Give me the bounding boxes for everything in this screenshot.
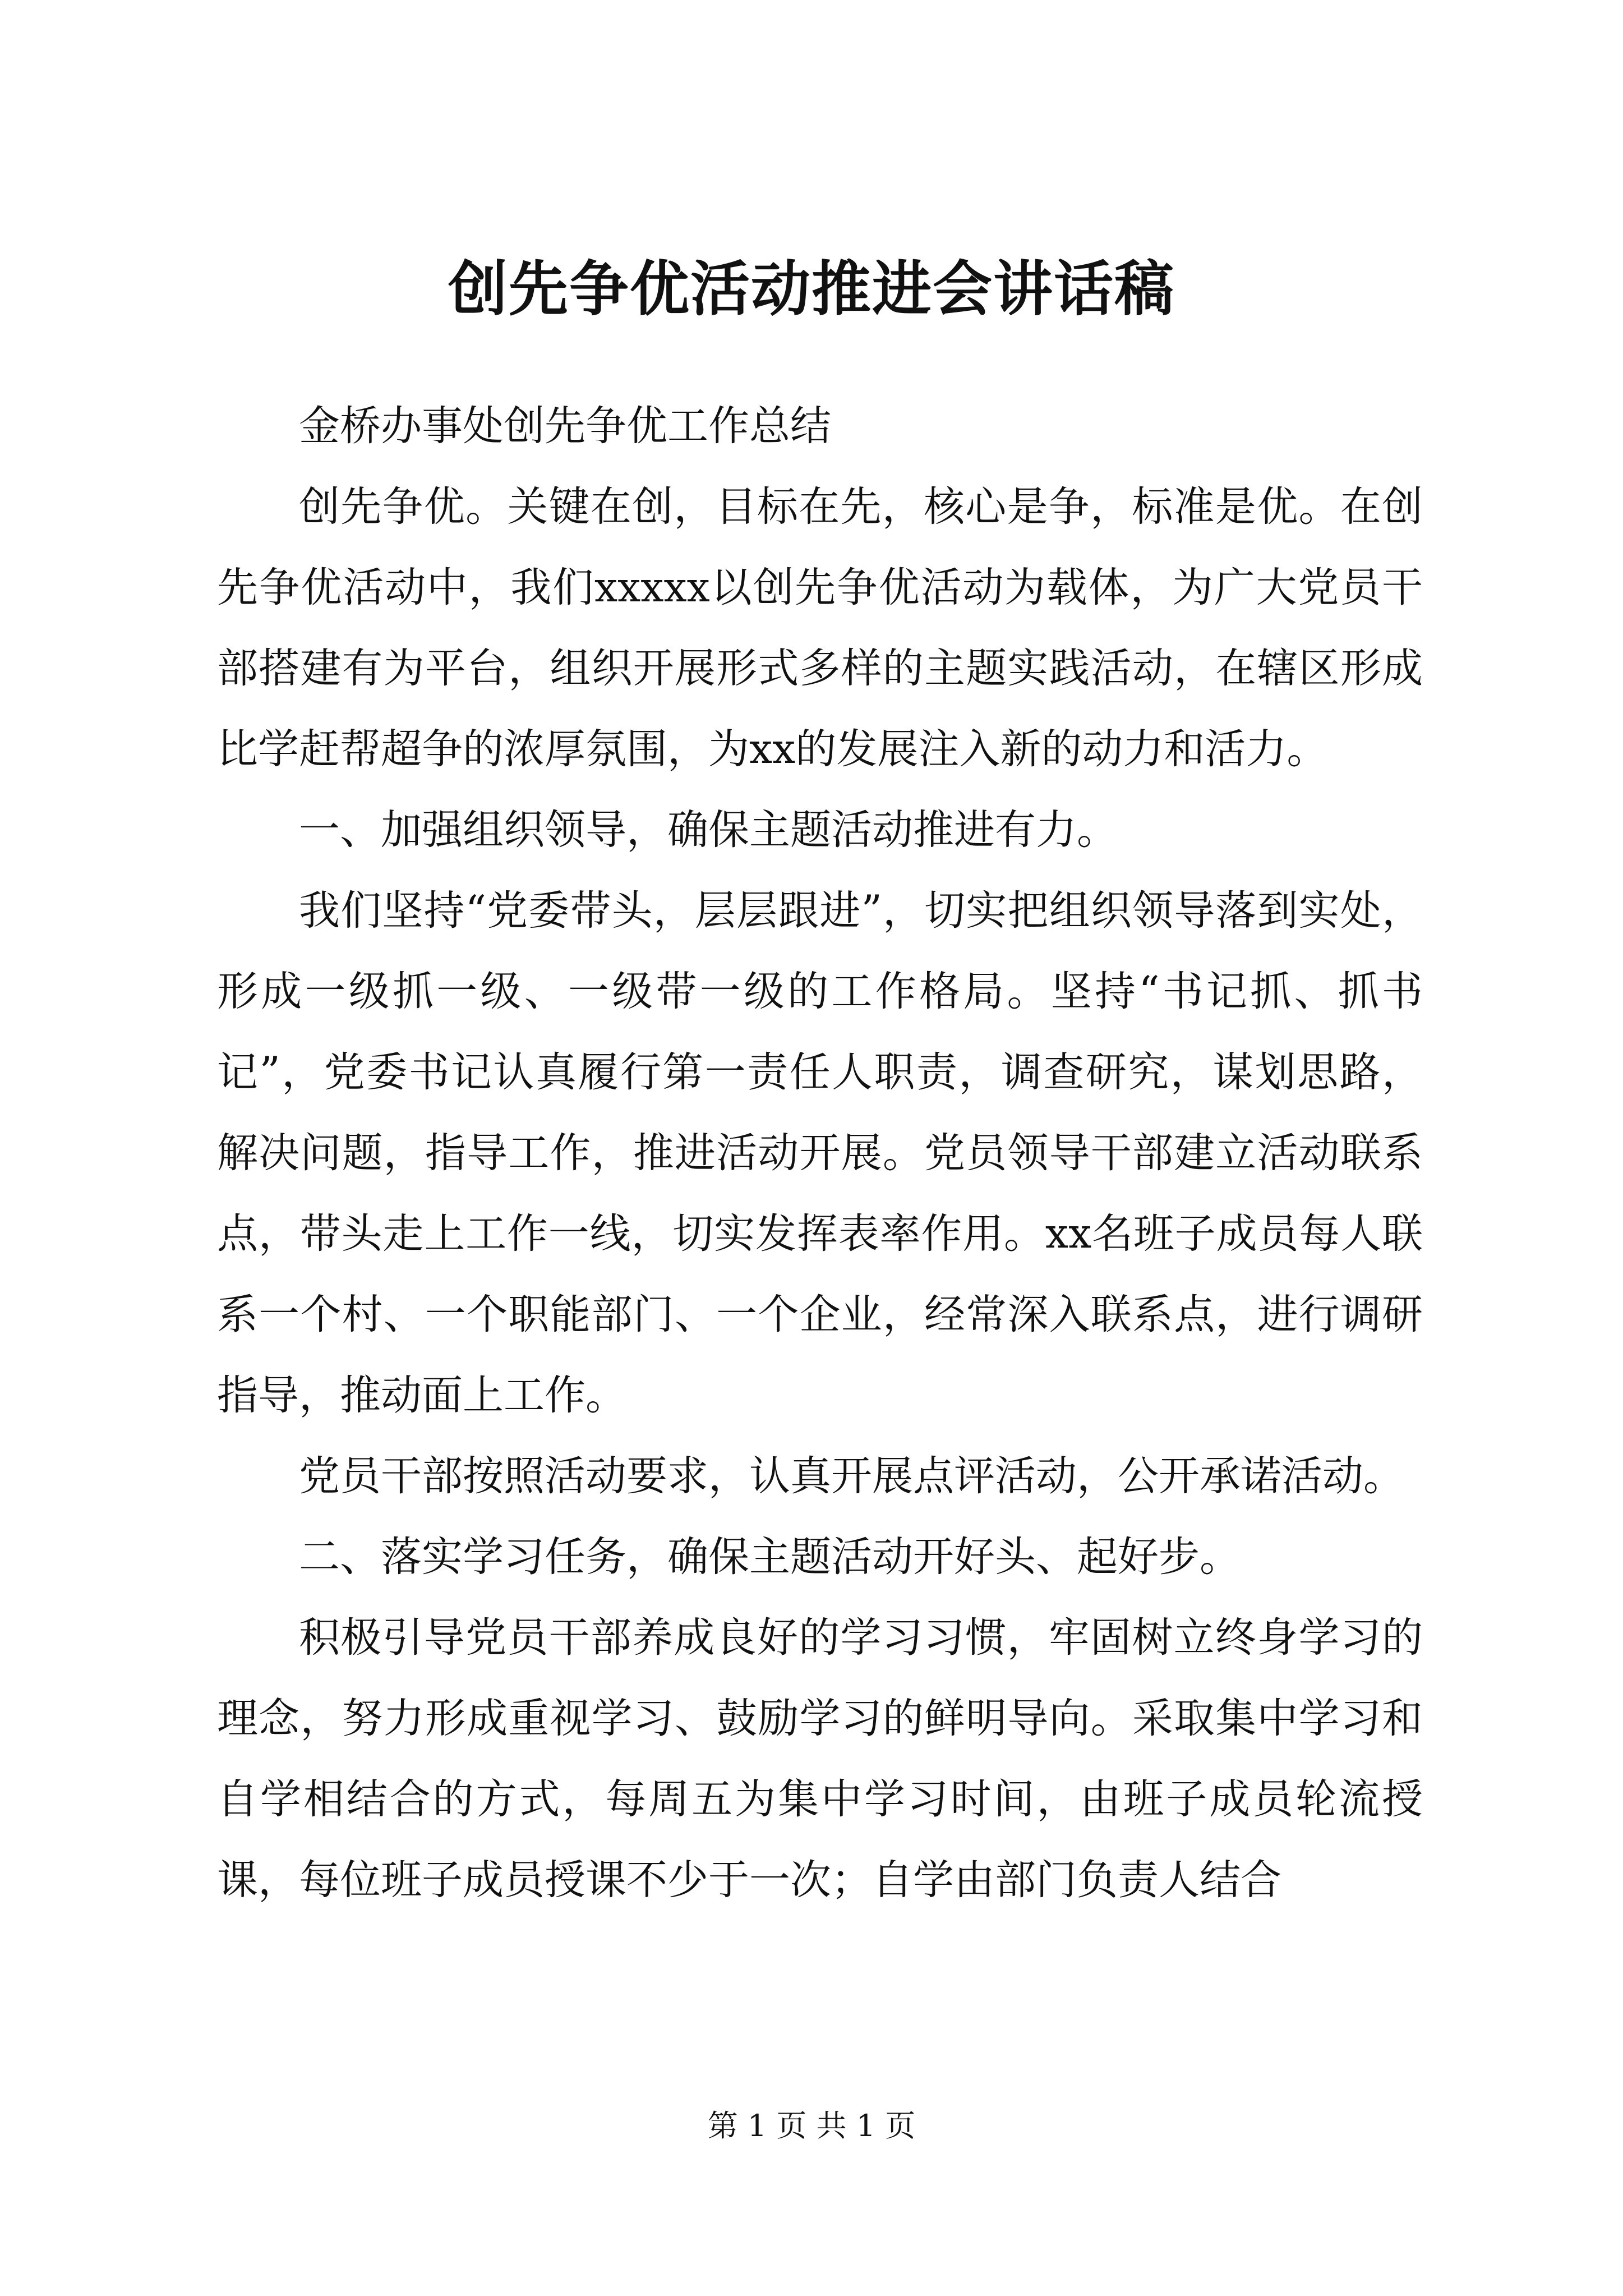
section-heading-1: 一、加强组织领导，确保主题活动推进有力。 — [299, 806, 1118, 854]
paragraph-section-2: 积极引导党员干部养成良好的学习习惯，牢固树立终身学习的理念，努力形成重视学习、鼓励学习的鲜明导向。采取集中学习和自学相结合的方式，每周五为集中学习时间，由班子成员轮流授课，每位班子成员授课不少于一次；自学由部门负责人结合 — [217, 1614, 1423, 1904]
section-heading-2: 二、落实学习任务，确保主题活动开好头、起好步。 — [299, 1533, 1241, 1581]
page-footer: 第 1 页 共 1 页 — [707, 2108, 916, 2143]
document-body — [217, 386, 1423, 1921]
paragraph-commitment: 党员干部按照活动要求，认真开展点评活动，公开承诺活动。 — [299, 1452, 1404, 1500]
document-title: 创先争优活动推进会讲话稿 — [448, 254, 1175, 324]
paragraph-subtitle: 金桥办事处创先争优工作总结 — [299, 402, 831, 450]
paragraph-intro: 创先争优。关键在创，目标在先，核心是争，标准是优。在创先争优活动中，我们xxxxx以创先争优活动为载体，为广大党员干部搭建有为平台，组织开展形式多样的主题实践活动，在辖区形成比学赶帮超争的浓厚氛围，为xx的发展注入新的动力和活力。 — [217, 483, 1423, 773]
paragraph-section-1: 我们坚持“党委带头，层层跟进”，切实把组织领导落到实处，形成一级抓一级、一级带一级的工作格局。坚持“书记抓、抓书记”，党委书记认真履行第一责任人职责，调查研究，谋划思路，解决问题，指导工作，推进活动开展。党员领导干部建立活动联系点，带头走上工作一线，切实发挥表率作用。xx名班子成员每人联系一个村、一个职能部门、一个企业，经常深入联系点，进行调研指导，推动面上工作。 — [217, 887, 1423, 1419]
